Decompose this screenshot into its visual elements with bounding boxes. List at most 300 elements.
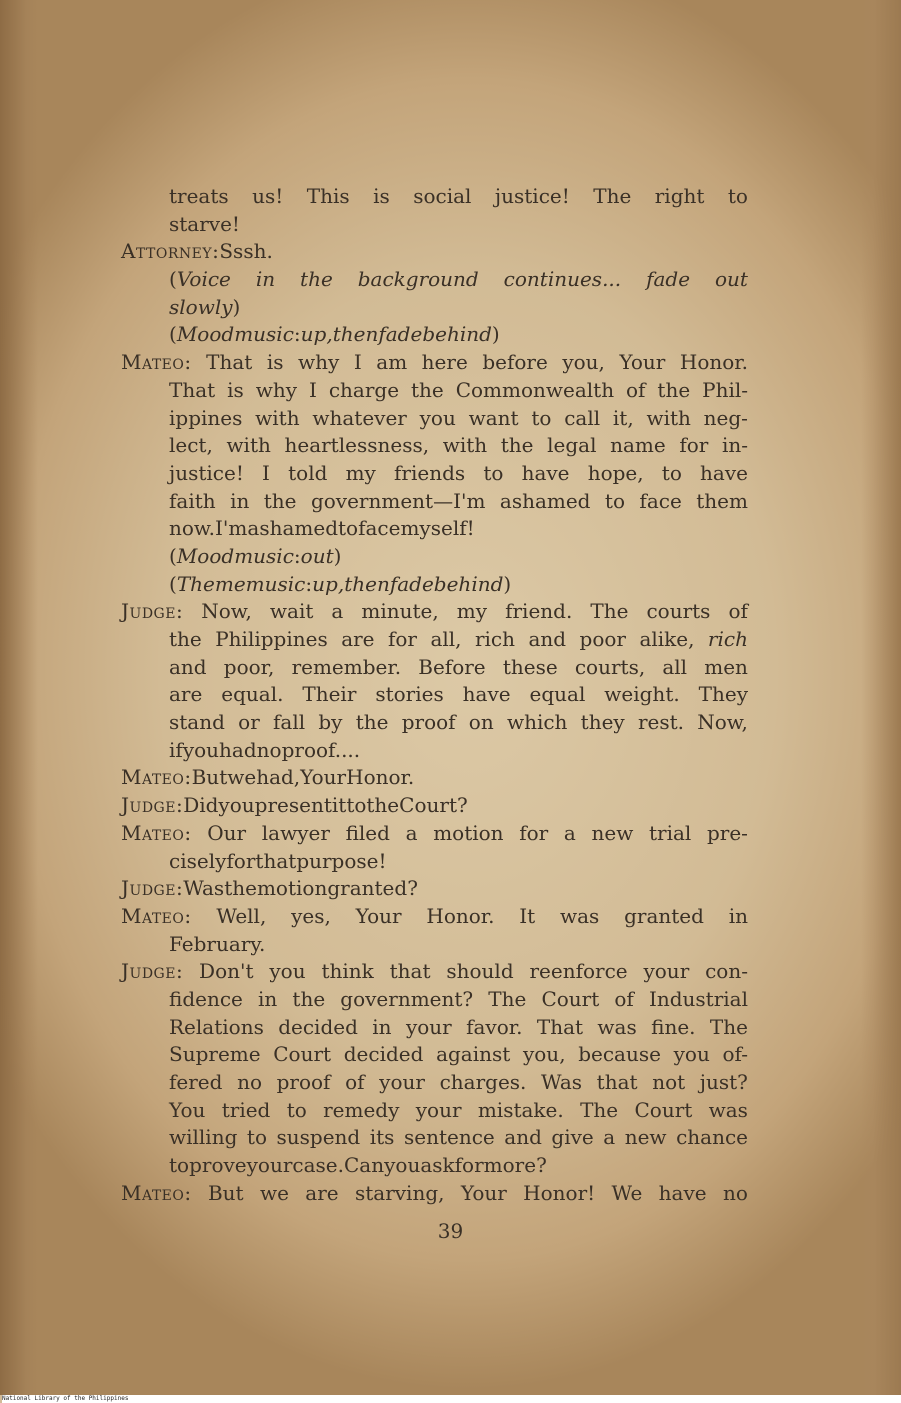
word: you [182, 737, 220, 762]
word: Was [541, 1070, 583, 1094]
text-line [169, 1152, 748, 1180]
word: was [560, 903, 600, 928]
word: you [218, 793, 255, 818]
text-line [121, 792, 748, 820]
word: the [500, 433, 534, 458]
word: want [468, 405, 519, 430]
word: That [206, 350, 253, 375]
word: decided [278, 1014, 358, 1039]
word: new [591, 820, 634, 845]
text-line [169, 515, 748, 543]
word: mistake. [477, 1097, 564, 1122]
word: my [345, 460, 376, 485]
text-line [169, 1069, 748, 1097]
word: Your [619, 350, 666, 375]
word: proof [401, 710, 456, 735]
word: in [255, 267, 276, 292]
script-text-block [121, 183, 748, 1207]
text-line [169, 709, 748, 737]
word: the [300, 267, 333, 292]
text-line [121, 1180, 748, 1208]
text-line [169, 183, 748, 211]
word: before [482, 350, 548, 375]
word: Can [344, 1153, 385, 1178]
word: it, [612, 405, 634, 430]
word: no [722, 1180, 748, 1205]
word: all, [430, 627, 462, 651]
word: out) [300, 543, 342, 568]
word: hope, [587, 460, 644, 485]
word: Court [541, 986, 600, 1011]
word: name [610, 433, 666, 458]
text-line [121, 238, 748, 266]
word: then [344, 571, 390, 596]
text-line [121, 903, 748, 931]
word: told [288, 460, 328, 485]
word: The [590, 599, 629, 624]
word: to [531, 405, 552, 430]
word: faith [169, 488, 216, 513]
word: right [654, 184, 705, 208]
word: rich [707, 627, 748, 651]
word: was [708, 1097, 748, 1122]
word: the [224, 876, 257, 901]
word: to [661, 460, 682, 485]
word: to [338, 516, 359, 541]
word: up, [300, 322, 333, 347]
word: Supreme [169, 1042, 261, 1067]
word: no [256, 737, 282, 762]
text-line [169, 266, 748, 294]
word: government—I'm [310, 488, 486, 513]
word: yes, [291, 903, 331, 928]
word: and [528, 627, 567, 651]
word: courts [646, 599, 711, 624]
word: had, [256, 765, 301, 790]
word: chance [676, 1125, 748, 1150]
word: justice! [169, 460, 244, 485]
word: Mateo: [121, 1180, 192, 1205]
word: in [728, 903, 748, 928]
word: for [387, 627, 417, 651]
word: lect, [169, 433, 213, 458]
word: out [714, 267, 748, 292]
word: is [266, 350, 284, 375]
word: and [169, 654, 207, 679]
word: (Voice [169, 267, 231, 292]
word: cisely [169, 848, 227, 873]
word: The [593, 184, 632, 208]
text-line [121, 598, 748, 626]
word: you [269, 959, 306, 984]
word: That [536, 1014, 584, 1039]
word: for [454, 1153, 484, 1178]
word: equal [529, 682, 586, 707]
word: the [263, 488, 297, 513]
word: music: [234, 543, 301, 568]
word: the [410, 377, 444, 402]
word: rest. [637, 710, 685, 735]
word: why [298, 350, 340, 375]
word: Honor. [426, 903, 495, 928]
word: courts, [574, 654, 646, 679]
word: proof.... [281, 737, 361, 762]
word: charge [328, 377, 400, 402]
word: Commonwealth [455, 377, 615, 402]
word: purpose! [296, 848, 387, 873]
word: a [405, 820, 418, 845]
word: to [727, 184, 748, 208]
word: to [169, 1153, 190, 1178]
text-line [169, 405, 748, 433]
word: that [596, 1070, 638, 1094]
word: give [551, 1125, 594, 1150]
word: new [624, 1125, 667, 1150]
word: in- [721, 433, 748, 458]
word: prove [189, 1153, 247, 1178]
text-line [121, 349, 748, 377]
word: by [318, 710, 343, 735]
word: a [563, 820, 576, 845]
word: whatever [312, 405, 407, 430]
word: face [639, 488, 682, 513]
word: Your [355, 903, 402, 928]
word: But [191, 765, 228, 790]
word: I [308, 377, 317, 402]
word: Mateo: [121, 820, 192, 845]
word: poor, [223, 654, 275, 679]
text-line [169, 681, 748, 709]
word: and [504, 1125, 542, 1150]
word: The [488, 986, 527, 1011]
word: lawyer [261, 820, 330, 845]
word: Relations [169, 1014, 264, 1039]
word: We [611, 1180, 643, 1205]
word: the [366, 793, 400, 818]
word: fine. [651, 1014, 696, 1039]
word: for [679, 433, 709, 458]
word: This [306, 184, 350, 208]
word: government? [340, 986, 474, 1011]
text-line [121, 820, 748, 848]
word: now. [169, 516, 216, 541]
word: myself! [400, 516, 475, 541]
word: The [709, 1014, 748, 1039]
word: Judge: [121, 876, 184, 901]
text-line [169, 488, 748, 516]
word: its [369, 1125, 395, 1150]
word: minute, [361, 599, 439, 624]
word: because [578, 1042, 661, 1067]
word: that [389, 959, 431, 984]
word: not [652, 1070, 686, 1094]
word: on [468, 710, 494, 735]
word: starving, [354, 1180, 445, 1205]
word: Don't [199, 959, 254, 984]
word: fidence [169, 986, 243, 1011]
text-line [169, 848, 748, 876]
word: no [237, 1070, 262, 1094]
word: February. [169, 931, 266, 956]
library-footer: National Library of the Philippines [2, 1395, 901, 1403]
word: Mateo: [121, 765, 192, 790]
word: Sssh. [219, 239, 273, 264]
word: the [169, 627, 202, 651]
word: granted? [327, 876, 418, 901]
word: I [353, 350, 362, 375]
word: friend. [505, 599, 573, 624]
word: proof [276, 1070, 331, 1094]
word: con- [705, 959, 748, 984]
word: favor. [466, 1014, 523, 1039]
word: They [698, 682, 748, 707]
word: the [355, 710, 389, 735]
word: we [259, 1180, 289, 1205]
word: (Theme [169, 571, 246, 596]
word: music: [234, 322, 301, 347]
word: you, [522, 1042, 566, 1067]
text-line [169, 543, 748, 571]
word: is [373, 184, 390, 208]
word: have [462, 682, 511, 707]
word: weight. [604, 682, 680, 707]
word: in [258, 986, 278, 1011]
word: up, [312, 571, 345, 596]
word: Phil- [702, 377, 748, 402]
word: the [292, 986, 326, 1011]
text-line [169, 737, 748, 765]
word: in [372, 1014, 392, 1039]
word: Attorney: [121, 239, 220, 264]
word: you [419, 405, 456, 430]
word: which [506, 710, 568, 735]
word: decided [343, 1042, 424, 1067]
word: Was [183, 876, 225, 901]
word: fade [378, 322, 423, 347]
word: then [332, 322, 379, 347]
text-line [169, 460, 748, 488]
word: Your [460, 1180, 507, 1205]
word: legal [547, 433, 597, 458]
word: of [626, 377, 646, 402]
word: these [502, 654, 558, 679]
word: You [169, 1097, 206, 1122]
word: Our [207, 820, 247, 845]
word: social [413, 184, 472, 208]
word: was [597, 1014, 637, 1039]
word: Philippines [215, 627, 328, 651]
word: suspend [276, 1125, 361, 1150]
word: motion [256, 876, 328, 901]
word: them [696, 488, 748, 513]
word: why [255, 377, 298, 402]
word: your [405, 1014, 452, 1039]
word: for [519, 820, 549, 845]
word: your [643, 959, 690, 984]
word: of [345, 1070, 365, 1094]
word: Mateo: [121, 350, 192, 375]
text-line [169, 432, 748, 460]
word: Did [183, 793, 219, 818]
word: I'm [215, 516, 248, 541]
word: a [603, 1125, 616, 1150]
word: face [358, 516, 401, 541]
word: It [519, 903, 536, 928]
word: filed [345, 820, 390, 845]
word: you [673, 1042, 710, 1067]
text-line [169, 1014, 748, 1042]
word: to [604, 488, 625, 513]
word: Court? [399, 793, 468, 818]
word: trial [648, 820, 692, 845]
word: call [564, 405, 601, 430]
word: against [436, 1042, 511, 1067]
word: with [226, 433, 271, 458]
word: are [169, 682, 203, 707]
word: behind) [422, 322, 500, 347]
text-line [169, 294, 748, 322]
word: reenforce [529, 959, 628, 984]
word: Honor! [523, 1180, 596, 1205]
word: The [580, 1097, 619, 1122]
word: more? [483, 1153, 547, 1178]
word: Mateo: [121, 903, 192, 928]
word: present [254, 793, 332, 818]
text-line [169, 1041, 748, 1069]
word: to [246, 1125, 267, 1150]
word: are [305, 1180, 339, 1205]
word: should [446, 959, 514, 984]
word: for [226, 848, 256, 873]
word: That [169, 377, 216, 402]
word: willing [169, 1125, 238, 1150]
word: Honor. [679, 350, 748, 375]
word: I [262, 460, 270, 485]
word: behind) [433, 571, 512, 596]
word: is [227, 377, 244, 402]
word: all [662, 654, 688, 679]
word: to [286, 1097, 307, 1122]
text-line [169, 626, 748, 654]
word: fade [646, 267, 691, 292]
text-line [169, 931, 748, 959]
word: have [521, 460, 570, 485]
word: Judge: [121, 793, 184, 818]
word: remedy [323, 1097, 400, 1122]
word: wait [269, 599, 314, 624]
word: of- [722, 1042, 748, 1067]
word: Court [273, 1042, 332, 1067]
text-line [169, 1124, 748, 1152]
word: fade [389, 571, 434, 596]
word: ippines [169, 405, 243, 430]
word: your [415, 1097, 462, 1122]
word: men [704, 654, 748, 679]
word: in [230, 488, 250, 513]
word: treats [169, 184, 229, 208]
word: with [646, 405, 691, 430]
word: pre- [706, 820, 748, 845]
word: equal. [221, 682, 284, 707]
text-line [121, 764, 748, 792]
word: Honor. [346, 765, 415, 790]
text-line [169, 571, 748, 599]
word: your [246, 1153, 293, 1178]
word: slowly) [169, 294, 241, 319]
word: the [657, 377, 691, 402]
word: friends [394, 460, 466, 485]
word: justice! [494, 184, 570, 208]
word: my [456, 599, 488, 624]
word: sentence [403, 1125, 495, 1150]
word: ashamed [499, 488, 591, 513]
word: neg- [703, 405, 748, 430]
word: Industrial [648, 986, 748, 1011]
word: am [376, 350, 408, 375]
text-line [169, 654, 748, 682]
word: you [384, 1153, 421, 1178]
word: But [207, 1180, 244, 1205]
word: Now, [201, 599, 252, 624]
word: you, [562, 350, 605, 375]
word: rich [474, 627, 516, 651]
word: we [227, 765, 257, 790]
word: stories [375, 682, 444, 707]
word: have [700, 460, 748, 485]
word: Now, [697, 710, 748, 735]
word: think [321, 959, 374, 984]
word: (Mood [169, 322, 235, 347]
word: poor [579, 627, 626, 651]
word: they [580, 710, 625, 735]
word: have [658, 1180, 707, 1205]
word: starve! [169, 211, 240, 236]
word: Judge: [121, 599, 184, 624]
word: or [238, 710, 260, 735]
word: with [255, 405, 300, 430]
word: Their [302, 682, 357, 707]
word: Before [418, 654, 486, 679]
word: it [331, 793, 347, 818]
text-line [169, 211, 748, 239]
word: music: [245, 571, 313, 596]
word: background [357, 267, 479, 292]
word: stand [169, 710, 225, 735]
word: that [255, 848, 297, 873]
word: alike, [639, 627, 695, 651]
word: had [219, 737, 257, 762]
word: remember. [291, 654, 402, 679]
word: heartlessness, [284, 433, 430, 458]
text-line [169, 377, 748, 405]
word: just? [699, 1070, 748, 1094]
word: a [331, 599, 344, 624]
text-line [169, 1097, 748, 1125]
page-number: 39 [437, 1219, 464, 1243]
word: with [442, 433, 488, 458]
word: Well, [216, 903, 267, 928]
word: to [483, 460, 504, 485]
word: fall [273, 710, 306, 735]
word: case. [292, 1153, 344, 1178]
word: if [169, 737, 183, 762]
text-line [121, 875, 748, 903]
word: of [614, 986, 634, 1011]
word: granted [624, 903, 704, 928]
word: here [421, 350, 468, 375]
word: fered [169, 1070, 223, 1094]
word: Judge: [121, 959, 184, 984]
